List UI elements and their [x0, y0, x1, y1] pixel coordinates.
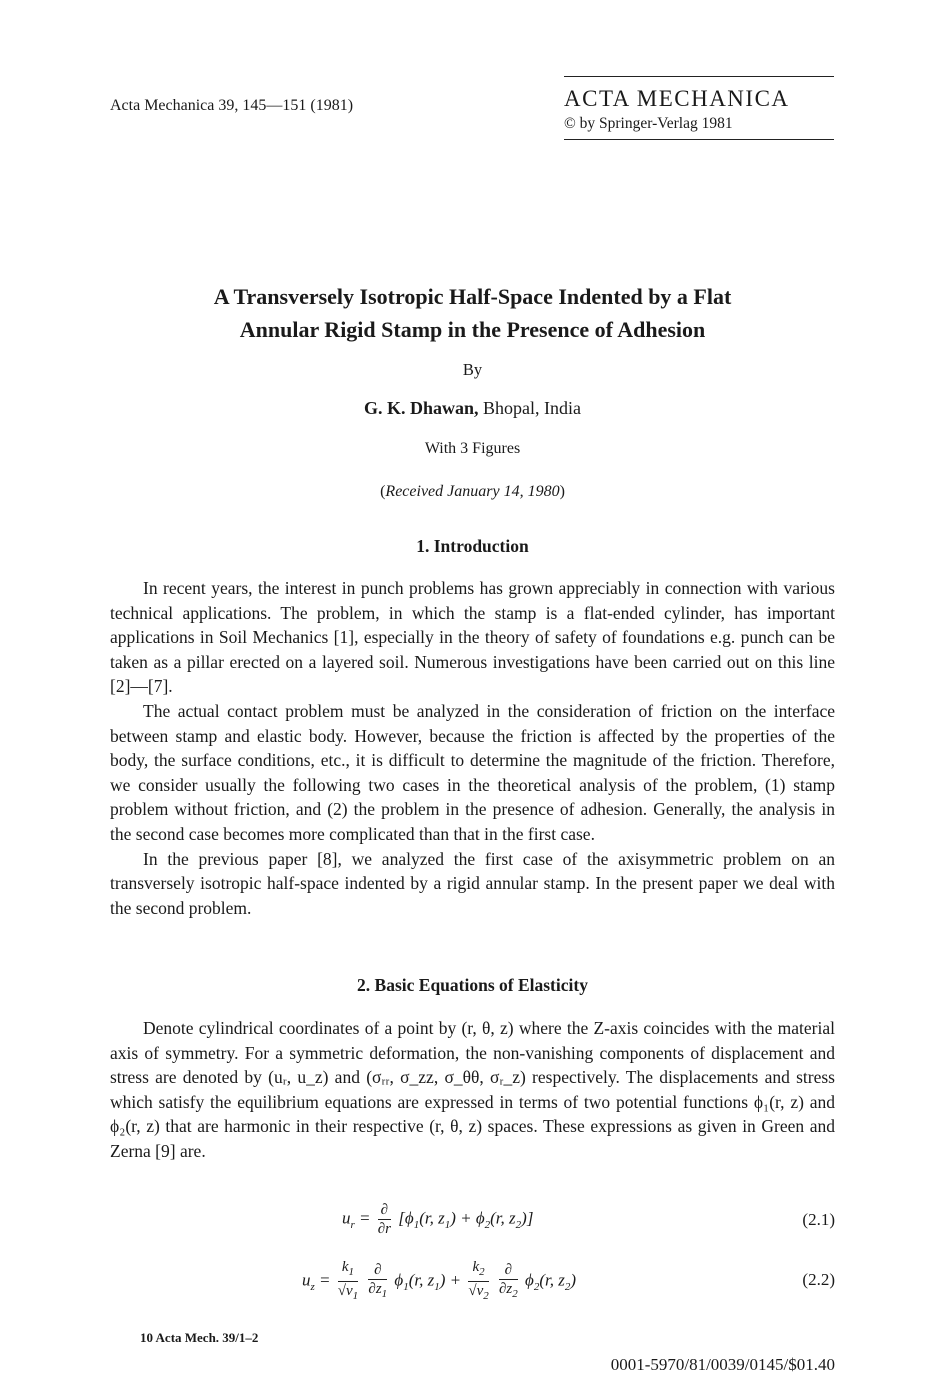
- title-line-1: A Transversely Isotropic Half-Space Indented by a Flat: [213, 284, 732, 309]
- citation: Acta Mechanica 39, 145—151 (1981): [110, 97, 354, 114]
- section-2-heading: 2. Basic Equations of Elasticity: [357, 975, 588, 995]
- intro-paragraph-3: In the previous paper [8], we analyzed the first case of the axisymmetric problem on an transversely isotropic half-space indented by a rigid annular stamp. In the present paper we deal with the second problem.: [110, 848, 835, 918]
- paper-title: [120, 280, 825, 346]
- intro-paragraph-1: In recent years, the interest in punch problems has grown appreciably in connection with various technical applications. The problem, in which the stamp is a flat-ended cylinder, has important applications in Soil Mechanics [1], especially in the theory of safety of foundations e.g. punch can be taken as a pillar erected on a layered soil. Numerous investigations have been carried out on this line [2]—[7].: [110, 578, 835, 697]
- author: [120, 398, 825, 419]
- author-place: Bhopal, India: [478, 398, 581, 418]
- received-date: (Received January 14, 1980): [380, 483, 565, 500]
- author-name: G. K. Dhawan,: [363, 398, 479, 418]
- section-1-heading: 1. Introduction: [416, 536, 529, 556]
- journal-name: ACTA MECHANICA: [564, 86, 790, 111]
- equation-2-1: $u_r$ = $\frac{\partial}{\partial r}$ [$\phi_1(r$, $z_1) + \phi_2(r$, $z_2$)] (2.1): [342, 1202, 835, 1237]
- publisher: © by Springer-Verlag 1981: [564, 115, 733, 132]
- footer-page-ref: 10 Acta Mech. 39/1–2: [140, 1330, 259, 1345]
- equation-2-2: $u_z$ = $\frac{k_1}{√v_1}$ $\frac{\partial}{\partial z_1}$ $\phi_1(r$, $z_1$) + $\frac{k_2}{√v_2}$ $\frac{\partial}{\partial z_2}$ $\phi_2(r$, $z_2$) (2.2): [302, 1259, 835, 1302]
- title-line-2: Annular Rigid Stamp in the Presence of Adhesion: [239, 317, 706, 342]
- footer-code: 0001-5970/81/0039/0145/$01.40: [610, 1355, 835, 1374]
- basic-equations-body: [110, 1016, 835, 1164]
- by-line: By: [462, 360, 483, 379]
- introduction-body: [110, 576, 835, 920]
- received-text: Received January 14, 1980: [385, 483, 560, 500]
- equation-number-2-2: (2.2): [802, 1270, 835, 1289]
- equation-number-2-1: (2.1): [802, 1210, 835, 1229]
- intro-paragraph-2: The actual contact problem must be analyzed in the consideration of friction on the interface between stamp and elastic body. However, because the friction is affected by the properties of the body, the surface conditions, etc., it is difficult to determine the magnitude of the friction. Therefore, we consider usually the following two cases in the theoretical analysis of the problem, (1) stamp problem without friction, and (2) the problem in the presence of adhesion. Generally, the analysis in the second case becomes more complicated than that in the first case.: [110, 700, 835, 844]
- figures-note: With 3 Figures: [424, 440, 521, 457]
- journal-masthead: [564, 76, 834, 140]
- basic-paragraph-1: Denote cylindrical coordinates of a point by (r, θ, z) where the Z-axis coincides with the material axis of symmetry. For a symmetric deformation, the non-vanishing components of displacement and stress are denoted by (uᵣ, u_z) and (σᵣᵣ, σ_zz, σ_θθ, σᵣ_z) respectively. The displacements and stress which satisfy the equilibrium equations are expressed in terms of two potential functions ϕ₁(r, z) and ϕ₂(r, z) that are harmonic in their respective (r, θ, z) spaces. These expressions as given in Green and Zerna [9] are.: [110, 1018, 835, 1161]
